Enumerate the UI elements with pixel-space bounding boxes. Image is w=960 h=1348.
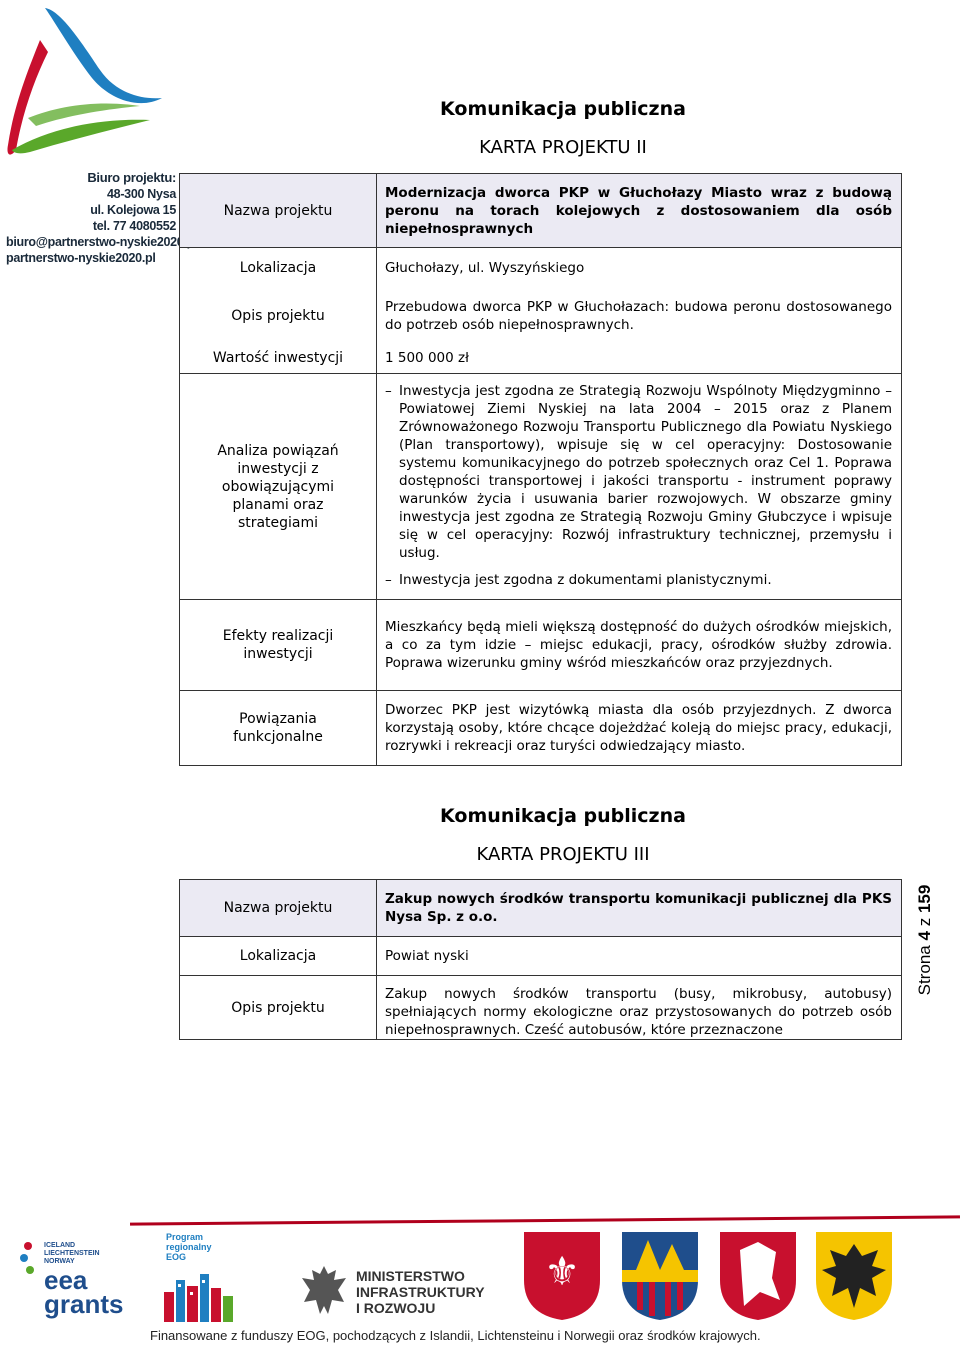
card3-title: Komunikacja publiczna bbox=[440, 805, 686, 827]
card3-subtitle: KARTA PROJEKTU III bbox=[476, 844, 650, 865]
page-sep: z bbox=[915, 917, 934, 927]
eea-grants-logo bbox=[18, 1240, 133, 1320]
coat-of-arms-nysa-icon bbox=[524, 1232, 600, 1320]
links-value: Dworzec PKP jest wizytówką miasta dla osób przyjezdnych. Z dworca korzystają osoby, które chcące dojeżdżać koleją do miejsc pracy, edukacji, rozrywki i rekreacji oraz turyści odwiedzający miasto. bbox=[377, 691, 902, 766]
description-value: Przebudowa dworca PKP w Głuchołazach: budowa peronu dostosowanego do potrzeb osób niepełnosprawnych. bbox=[377, 288, 902, 344]
coat-of-arms-3-icon bbox=[720, 1232, 796, 1320]
links-label: Powiązania funkcjonalne bbox=[180, 691, 377, 766]
program-line-2: regionalny bbox=[166, 1242, 212, 1252]
value-label: Wartość inwestycji bbox=[180, 344, 377, 374]
location-label: Lokalizacja bbox=[180, 937, 377, 976]
grants-word: grants bbox=[44, 1289, 124, 1319]
partnerstwo-logo bbox=[0, 0, 175, 165]
row-description bbox=[180, 288, 902, 344]
office-street: ul. Kolejowa 15 bbox=[90, 203, 176, 217]
name-value: Zakup nowych środków transportu komunikacji publicznej dla PKS Nysa Sp. z o.o. bbox=[377, 880, 902, 937]
city-skyline-icon bbox=[162, 1266, 242, 1322]
office-header: Biuro projektu: bbox=[87, 170, 176, 185]
effects-value: Mieszkańcy będą mieli większą dostępność do dużych ośrodków miejskich, a co za tym idzie – miejsc edukacji, pracy, ośrodków służby zdrowia. Poprawa wizerunku gminy wśród mieszkańców oraz przyjezdnych. bbox=[377, 600, 902, 691]
location-value: Głuchołazy, ul. Wyszyńskiego bbox=[377, 248, 902, 288]
row-analysis bbox=[180, 374, 902, 600]
row-functional-links bbox=[180, 691, 902, 766]
row-value bbox=[180, 344, 902, 374]
eea-country-1: ICELAND bbox=[44, 1242, 76, 1249]
name-label: Nazwa projektu bbox=[180, 174, 377, 248]
funding-text: Finansowane z funduszy EOG, pochodzących z Islandii, Lichtensteinu i Norwegii oraz środków krajowych. bbox=[150, 1328, 761, 1343]
eea-word: eea bbox=[44, 1265, 88, 1295]
analysis-value bbox=[377, 374, 902, 600]
eea-dots-icon bbox=[18, 1240, 38, 1288]
description-label: Opis projektu bbox=[180, 288, 377, 344]
row-description bbox=[180, 976, 902, 1040]
program-regional-logo bbox=[162, 1232, 242, 1322]
analysis-item-text: Inwestycja jest zgodna z dokumentami planistycznymi. bbox=[399, 572, 772, 588]
page-prefix: Strona bbox=[915, 945, 934, 996]
row-location bbox=[180, 937, 902, 976]
name-label: Nazwa projektu bbox=[180, 880, 377, 937]
card2-title: Komunikacja publiczna bbox=[440, 98, 686, 120]
eea-country-2: LIECHTENSTEIN bbox=[44, 1250, 100, 1257]
description-value: Zakup nowych środków transportu (busy, mikrobusy, autobusy) spełniających normy ekologiczne oraz przystosowanych do potrzeb osób niepełnosprawnych. Cześć autobusów, które przeznaczone bbox=[377, 976, 902, 1040]
page-number bbox=[905, 875, 945, 1005]
office-website: partnerstwo-nyskie2020.pl bbox=[6, 251, 156, 265]
name-value: Modernizacja dworca PKP w Głuchołazy Miasto wraz z budową peronu na torach kolejowych z dostosowaniem dla osób niepełnosprawnych bbox=[377, 174, 902, 248]
analysis-item: – Inwestycja jest zgodna z dokumentami planistycznymi. bbox=[385, 571, 892, 589]
ministry-name bbox=[356, 1268, 485, 1316]
row-location bbox=[180, 248, 902, 288]
office-phone: tel. 77 4080552 bbox=[92, 219, 176, 233]
office-email: biuro@partnerstwo-nyskie2020.pl bbox=[6, 235, 198, 249]
program-line-3: EOG bbox=[166, 1252, 187, 1262]
coat-of-arms-2-icon bbox=[622, 1232, 698, 1320]
office-city: 48-300 Nysa bbox=[107, 187, 176, 201]
polish-eagle-icon bbox=[298, 1262, 350, 1322]
effects-label: Efekty realizacji inwestycji bbox=[180, 600, 377, 691]
row-project-name bbox=[180, 174, 902, 248]
analysis-label: Analiza powiązań inwestycji z obowiązującymi planami oraz strategiami bbox=[180, 374, 377, 600]
coat-of-arms-4-icon bbox=[816, 1232, 892, 1320]
svg-text:⚜: ⚜ bbox=[544, 1249, 580, 1295]
row-effects bbox=[180, 600, 902, 691]
page-current: 4 bbox=[915, 931, 934, 941]
analysis-item: – Inwestycja jest zgodna ze Strategią Rozwoju Wspólnoty Międzygminno – Powiatowej Ziemi Nyskiej na lata 2004 – 2015 oraz z Planem Zrównoważonego Rozwoju Transportu Publicznego dla Powiatu Nyskiego (Plan transportowy), wpisuje się w cel operacyjny: Dostosowanie systemu komunikacyjnego do potrzeb społecznych oraz Cel 1. Poprawa dostępności transportowej i jakości transportu - instrument poprawy warunków życia i usuwania barier rozwojowych. W obszarze gminy inwestycja jest zgodna ze Strategią Rozwoju Gminy Głubczyce i wpisuje się w cel operacyjny: Rozwój infrastruktury technicznej, przemysłu i usług. bbox=[385, 383, 892, 561]
ministry-line-3: I ROZWOJU bbox=[356, 1300, 436, 1316]
ministry-line-2: INFRASTRUKTURY bbox=[356, 1284, 485, 1300]
footer-divider bbox=[130, 1215, 960, 1225]
program-line-1: Program bbox=[166, 1232, 204, 1242]
location-label: Lokalizacja bbox=[180, 248, 377, 288]
card2-subtitle: KARTA PROJEKTU II bbox=[479, 137, 647, 158]
eea-country-3: NORWAY bbox=[44, 1258, 75, 1265]
value-value: 1 500 000 zł bbox=[377, 344, 902, 374]
row-project-name bbox=[180, 880, 902, 937]
card3-table bbox=[179, 879, 902, 1040]
description-label: Opis projektu bbox=[180, 976, 377, 1040]
page-total: 159 bbox=[915, 884, 934, 914]
ministry-line-1: MINISTERSTWO bbox=[356, 1268, 465, 1284]
coats-of-arms bbox=[522, 1230, 902, 1322]
location-value: Powiat nyski bbox=[377, 937, 902, 976]
card2-table bbox=[179, 173, 902, 766]
office-contact bbox=[6, 170, 198, 266]
analysis-item-text: Inwestycja jest zgodna ze Strategią Rozwoju Wspólnoty Międzygminno – Powiatowej Ziemi Nyskiej na lata 2004 – 2015 oraz z Planem Zrównoważonego Rozwoju Transportu Publicznego dla Powiatu Nyskiego (Plan transportowy), wpisuje się w cel operacyjny: Dostosowanie systemu komunikacyjnego do potrzeb społecznych oraz Cel 1. Poprawa dostępności transportowej i jakości transportu - instrument poprawy warunków życia i usuwania barier rozwojowych. W obszarze gminy inwestycja jest zgodna ze Strategią Rozwoju Gminy Głubczyce i wpisuje się w cel operacyjny: Rozwój infrastruktury technicznej, przemysłu i usług. bbox=[399, 383, 892, 561]
